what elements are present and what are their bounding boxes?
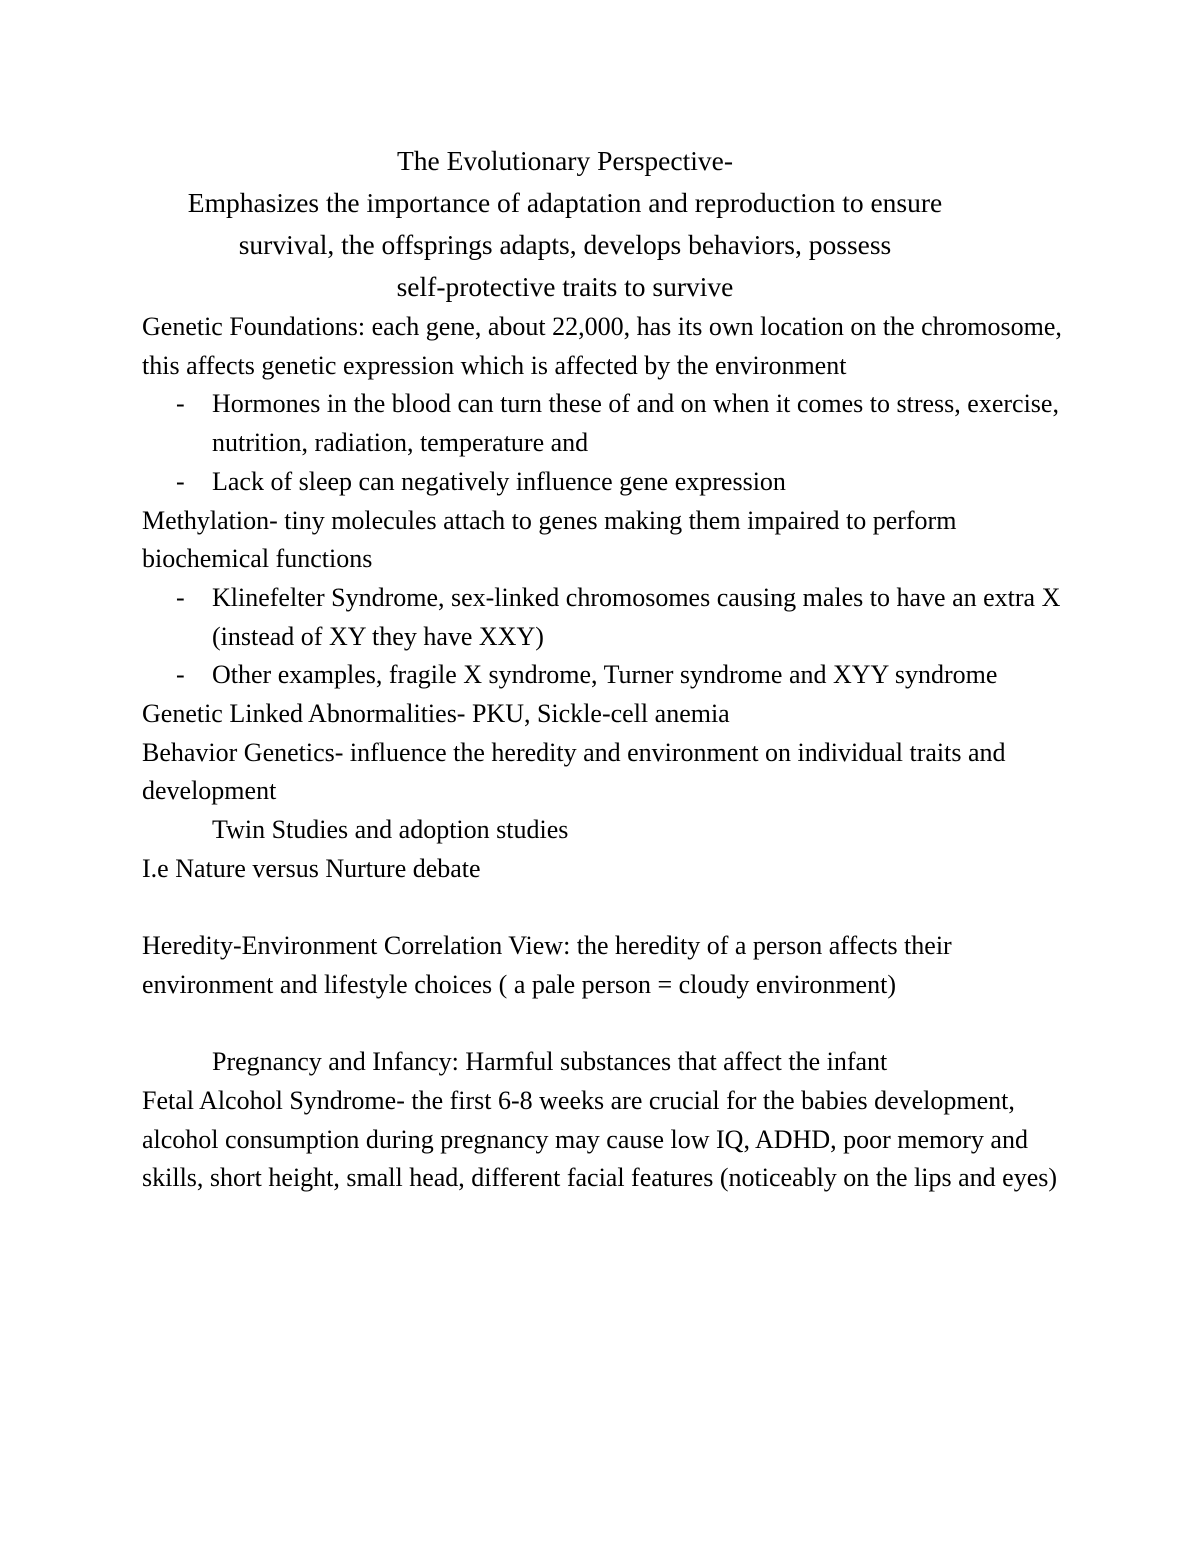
- fetal-alcohol-paragraph: Fetal Alcohol Syndrome- the first 6-8 weeks are crucial for the babies development, alcohol consumption during pregnancy may cause low IQ, ADHD, poor memory and skills, short height, small head, different facial features (noticeably on the lips and eyes): [142, 1086, 1058, 1193]
- bullet-dash: -: [176, 582, 185, 612]
- nature-nurture-line: I.e Nature versus Nurture debate: [142, 853, 481, 883]
- list-item: [176, 656, 1072, 695]
- genetic-foundations-paragraph: Genetic Foundations: each gene, about 22,000, has its own location on the chromosome, this affects genetic expression which is affected by the environment: [142, 312, 1062, 380]
- list-item: [176, 579, 1072, 656]
- twin-studies-line: Twin Studies and adoption studies: [212, 815, 569, 845]
- blank-line: [142, 1005, 1072, 1044]
- genetic-foundations-list: [142, 385, 1072, 501]
- document-body: [142, 140, 1072, 1198]
- list-item-text: Klinefelter Syndrome, sex-linked chromosomes causing males to have an extra X (instead of XY they have XXY): [212, 582, 1061, 651]
- document-title: The Evolutionary Perspective-: [396, 145, 733, 176]
- bullet-dash: -: [176, 389, 185, 419]
- behavior-genetics-paragraph: Behavior Genetics- influence the heredity and environment on individual traits and development: [142, 737, 1006, 806]
- list-item: [176, 463, 1072, 502]
- subtitle-line-1: Emphasizes the importance of adaptation and reproduction to ensure: [187, 187, 943, 218]
- methylation-list: [142, 579, 1072, 695]
- list-item-text: Lack of sleep can negatively influence gene expression: [212, 466, 786, 496]
- list-item-text: Hormones in the blood can turn these of and on when it comes to stress, exercise, nutrition, radiation, temperature and: [212, 389, 1059, 458]
- pregnancy-heading: Pregnancy and Infancy: Harmful substances that affect the infant: [212, 1047, 888, 1077]
- list-item: [176, 385, 1072, 462]
- subtitle-line-2: survival, the offsprings adapts, develops behaviors, possess: [238, 229, 892, 260]
- bullet-dash: -: [176, 466, 185, 496]
- title-block: [50, 140, 1080, 308]
- bullet-dash: -: [176, 660, 185, 690]
- linked-abnormalities-paragraph: Genetic Linked Abnormalities- PKU, Sickle-cell anemia: [142, 699, 730, 729]
- heredity-environment-paragraph: Heredity-Environment Correlation View: the heredity of a person affects their environment and lifestyle choices ( a pale person = cloudy environment): [142, 931, 952, 999]
- methylation-paragraph: Methylation- tiny molecules attach to genes making them impaired to perform biochemical functions: [142, 505, 957, 574]
- subtitle-line-3: self-protective traits to survive: [396, 271, 734, 302]
- blank-line: [142, 889, 1072, 928]
- list-item-text: Other examples, fragile X syndrome, Turner syndrome and XYY syndrome: [212, 660, 998, 690]
